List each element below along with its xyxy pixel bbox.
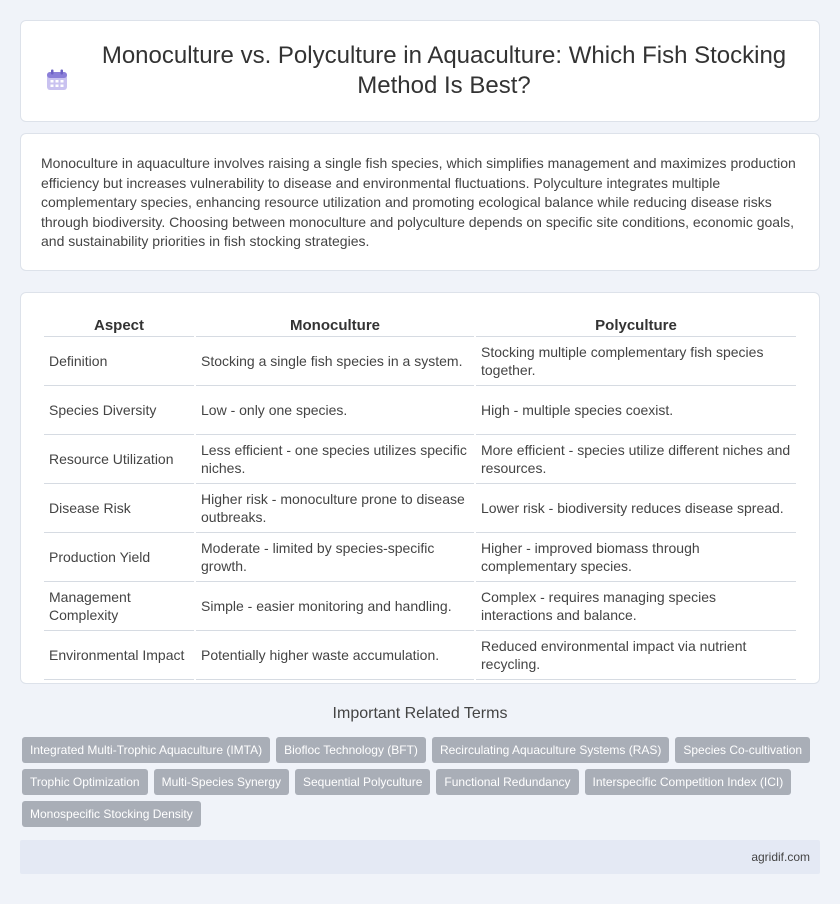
cell-polyculture: High - multiple species coexist. [476, 386, 796, 435]
cell-monoculture: Moderate - limited by species-specific growth. [196, 533, 474, 582]
cell-aspect: Environmental Impact [44, 631, 194, 680]
table-row [44, 582, 796, 631]
cell-aspect: Production Yield [44, 533, 194, 582]
cell-monoculture: Potentially higher waste accumulation. [196, 631, 474, 680]
related-term-tag[interactable]: Trophic Optimization [22, 769, 148, 795]
related-term-tag[interactable]: Biofloc Technology (BFT) [276, 737, 426, 763]
comparison-table-card [20, 292, 820, 684]
page-title: Monoculture vs. Polyculture in Aquaculture: Which Fish Stocking Method Is Best? [101, 42, 787, 99]
table-row [44, 631, 796, 680]
related-term-tag[interactable]: Sequential Polyculture [295, 769, 430, 795]
title-row [46, 41, 794, 101]
cell-polyculture: Stocking multiple complementary fish species together. [476, 337, 796, 386]
header-polyculture: Polyculture [476, 313, 796, 337]
intro-card [20, 133, 820, 271]
related-term-tag[interactable]: Monospecific Stocking Density [22, 801, 201, 827]
cell-aspect: Resource Utilization [44, 435, 194, 484]
table-header-row [44, 313, 796, 337]
footer-site-link[interactable]: agridif.com [751, 850, 810, 864]
comparison-table [42, 313, 798, 680]
intro-paragraph: Monoculture in aquaculture involves raising a single fish species, which simplifies management and maximizes production efficiency but increases vulnerability to disease and environmental fluctuations. Polyculture integrates multiple complementary species, enhancing resource utilization and promoting ecological balance while reducing disease risks through biodiversity. Choosing between monoculture and polyculture depends on specific site conditions, economic goals, and sustainability priorities in fish stocking strategies. [41, 155, 796, 249]
cell-aspect: Definition [44, 337, 194, 386]
table-row [44, 337, 796, 386]
related-term-tag[interactable]: Interspecific Competition Index (ICI) [585, 769, 792, 795]
related-term-tag[interactable]: Multi-Species Synergy [154, 769, 289, 795]
table-row [44, 386, 796, 435]
cell-monoculture: Higher risk - monoculture prone to disease outbreaks. [196, 484, 474, 533]
cell-polyculture: Lower risk - biodiversity reduces disease spread. [476, 484, 796, 533]
header-aspect: Aspect [44, 313, 194, 337]
footer-bar [20, 840, 820, 874]
table-row [44, 484, 796, 533]
cell-monoculture: Simple - easier monitoring and handling. [196, 582, 474, 631]
related-terms-heading: Important Related Terms [332, 705, 508, 722]
cell-polyculture: More efficient - species utilize different niches and resources. [476, 435, 796, 484]
calendar-icon [46, 69, 68, 91]
cell-polyculture: Higher - improved biomass through complementary species. [476, 533, 796, 582]
cell-aspect: Disease Risk [44, 484, 194, 533]
cell-polyculture: Complex - requires managing species interactions and balance. [476, 582, 796, 631]
header-monoculture: Monoculture [196, 313, 474, 337]
related-term-tag[interactable]: Integrated Multi-Trophic Aquaculture (IMTA) [22, 737, 270, 763]
cell-monoculture: Less efficient - one species utilizes specific niches. [196, 435, 474, 484]
related-term-tag[interactable]: Recirculating Aquaculture Systems (RAS) [432, 737, 669, 763]
cell-aspect: Management Complexity [44, 582, 194, 631]
related-terms-list [22, 737, 822, 827]
related-term-tag[interactable]: Functional Redundancy [436, 769, 578, 795]
cell-aspect: Species Diversity [44, 386, 194, 435]
cell-monoculture: Stocking a single fish species in a system. [196, 337, 474, 386]
related-term-tag[interactable]: Species Co-cultivation [675, 737, 810, 763]
table-row [44, 435, 796, 484]
cell-polyculture: Reduced environmental impact via nutrient recycling. [476, 631, 796, 680]
table-row [44, 533, 796, 582]
title-card [20, 20, 820, 122]
cell-monoculture: Low - only one species. [196, 386, 474, 435]
